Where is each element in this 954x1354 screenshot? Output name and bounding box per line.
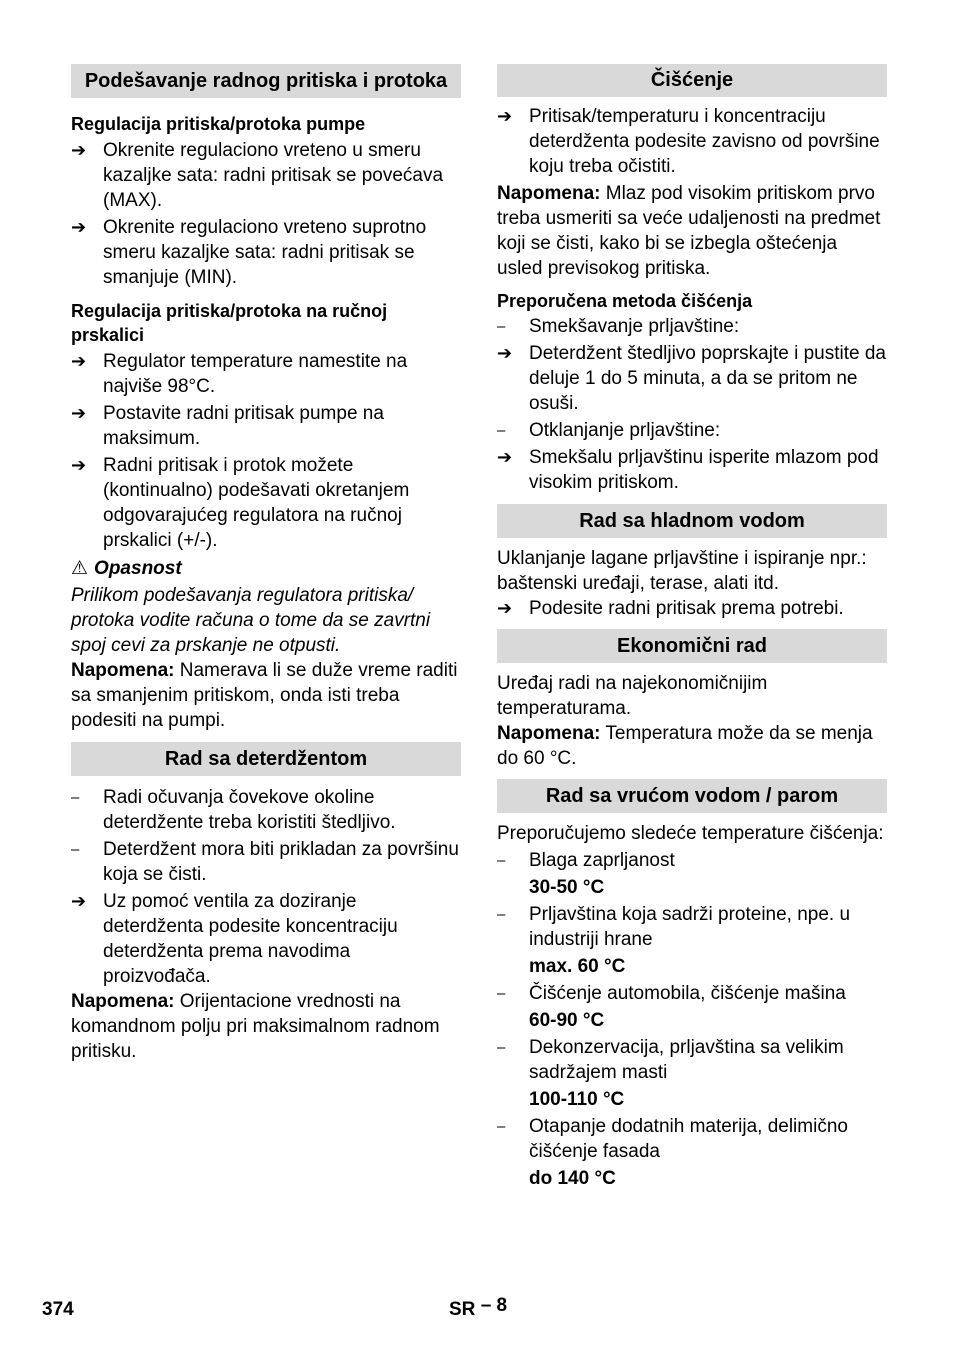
list-item: – Otapanje dodatnih materija, delimično čišćenje fasada bbox=[497, 1116, 848, 1162]
list-item: ➔ Pritisak/temperaturu i koncentraciju deterdženta podesite zavisno od površine koju treba očistiti. bbox=[497, 106, 880, 177]
list-item: – Smekšavanje prljavštine: bbox=[497, 316, 740, 337]
arrow-icon: ➔ bbox=[71, 140, 87, 160]
paragraph: Uklanjanje lagane prljavštine i ispiranje npr.: baštenski uređaji, terase, alati itd. bbox=[497, 548, 867, 594]
list-item: ➔ Postavite radni pritisak pumpe na maksimum. bbox=[71, 403, 384, 449]
list-item: – Blaga zaprljanost bbox=[497, 850, 675, 871]
warning-title: ⚠ Opasnost bbox=[71, 558, 182, 579]
note-paragraph: Napomena: Mlaz pod visokim pritiskom prvo treba usmeriti sa veće udaljenosti na predmet koji se čisti, kako bi se izbegla oštećenja usled previsokog pritiska. bbox=[497, 183, 881, 279]
dash-bullet: – bbox=[497, 318, 506, 335]
list-item: ➔ Regulator temperature namestite na najviše 98°C. bbox=[71, 351, 408, 397]
dash-bullet: – bbox=[497, 1118, 506, 1135]
section-heading-detergent: Rad sa deterdžentom bbox=[71, 742, 461, 776]
dash-bullet: – bbox=[497, 852, 506, 869]
list-item: ➔ Radni pritisak i protok možete (kontinualno) podešavati okretanjem odgovarajućeg regulatora na ručnoj prskalici (+/-). bbox=[71, 455, 410, 551]
dash-bullet: – bbox=[497, 906, 506, 923]
footer-section-label: SR – 8 bbox=[449, 1295, 508, 1320]
dash-bullet: – bbox=[497, 985, 506, 1002]
dash-bullet: – bbox=[71, 789, 80, 806]
section-heading-eco: Ekonomični rad bbox=[497, 629, 887, 663]
arrow-icon: ➔ bbox=[71, 891, 87, 911]
arrow-icon: ➔ bbox=[497, 343, 513, 363]
section-heading-cleaning: Čišćenje bbox=[497, 64, 887, 97]
paragraph: Uređaj radi na najekonomičnijim temperaturama. bbox=[497, 673, 768, 719]
arrow-icon: ➔ bbox=[71, 351, 87, 371]
temperature-value: 100-110 °C bbox=[529, 1089, 625, 1110]
list-item: ➔ Deterdžent štedljivo poprskajte i pustite da deluje 1 do 5 minuta, a da se pritom ne osuši. bbox=[497, 343, 886, 414]
warning-text: Prilikom podešavanja regulatora pritiska/ protoka vodite računa o tome da se zavrtni spoj cevi za prskanje ne otpusti. bbox=[71, 585, 431, 656]
temperature-value: max. 60 °C bbox=[529, 956, 626, 977]
list-item: ➔ Okrenite regulaciono vreteno u smeru kazaljke sata: radni pritisak se povećava (MAX). bbox=[71, 140, 444, 211]
list-item: ➔ Podesite radni pritisak prema potrebi. bbox=[497, 598, 844, 619]
list-item: – Radi očuvanja čovekove okoline deterdžente treba koristiti štedljivo. bbox=[71, 787, 396, 833]
paragraph: Preporučujemo sledeće temperature čišćenja: bbox=[497, 823, 884, 844]
arrow-icon: ➔ bbox=[71, 455, 87, 475]
list-item: ➔ Uz pomoć ventila za doziranje deterdženta podesite koncentraciju deterdženta prema navodima proizvođača. bbox=[71, 891, 398, 987]
note-paragraph: Napomena: Namerava li se duže vreme raditi sa smanjenim pritiskom, onda isti treba podesiti na pumpi. bbox=[71, 660, 458, 731]
subheading-method: Preporučena metoda čišćenja bbox=[497, 291, 753, 311]
temperature-value: do 140 °C bbox=[529, 1168, 616, 1189]
section-heading-cold-water: Rad sa hladnom vodom bbox=[497, 504, 887, 538]
page-number: 374 bbox=[42, 1299, 74, 1320]
arrow-icon: ➔ bbox=[71, 217, 87, 237]
list-item: – Čišćenje automobila, čišćenje mašina bbox=[497, 983, 846, 1004]
list-item: ➔ Smekšalu prljavštinu isperite mlazom pod visokim pritiskom. bbox=[497, 447, 879, 493]
list-item: – Dekonzervacija, prljavština sa velikim sadržajem masti bbox=[497, 1037, 844, 1083]
dash-bullet: – bbox=[497, 422, 506, 439]
arrow-icon: ➔ bbox=[71, 403, 87, 423]
section-heading-pressure: Podešavanje radnog pritiska i protoka bbox=[71, 64, 461, 98]
list-item: – Prljavština koja sadrži proteine, npe. u industriji hrane bbox=[497, 904, 851, 950]
temperature-value: 30-50 °C bbox=[529, 877, 605, 898]
arrow-icon: ➔ bbox=[497, 106, 513, 126]
warning-icon: ⚠ bbox=[71, 558, 89, 579]
list-item: – Deterdžent mora biti prikladan za površinu koja se čisti. bbox=[71, 839, 459, 885]
subheading-pump-regulation: Regulacija pritiska/protoka pumpe bbox=[71, 114, 366, 134]
dash-bullet: – bbox=[497, 1039, 506, 1056]
subheading-gun-regulation: Regulacija pritiska/protoka na ručnoj prskalici bbox=[71, 301, 388, 345]
note-paragraph: Napomena: Temperatura može da se menja do 60 °C. bbox=[497, 723, 873, 769]
section-heading-hot-water: Rad sa vrućom vodom / parom bbox=[497, 779, 887, 813]
list-item: – Otklanjanje prljavštine: bbox=[497, 420, 721, 441]
left-column bbox=[71, 64, 461, 1064]
arrow-icon: ➔ bbox=[497, 447, 513, 467]
right-column bbox=[497, 64, 887, 1191]
arrow-icon: ➔ bbox=[497, 598, 513, 618]
dash-bullet: – bbox=[71, 841, 80, 858]
note-paragraph: Napomena: Orijentacione vrednosti na komandnom polju pri maksimalnom radnom pritisku. bbox=[71, 991, 440, 1062]
temperature-value: 60-90 °C bbox=[529, 1010, 605, 1031]
list-item: ➔ Okrenite regulaciono vreteno suprotno smeru kazaljke sata: radni pritisak se smanjuje (MIN). bbox=[71, 217, 427, 288]
